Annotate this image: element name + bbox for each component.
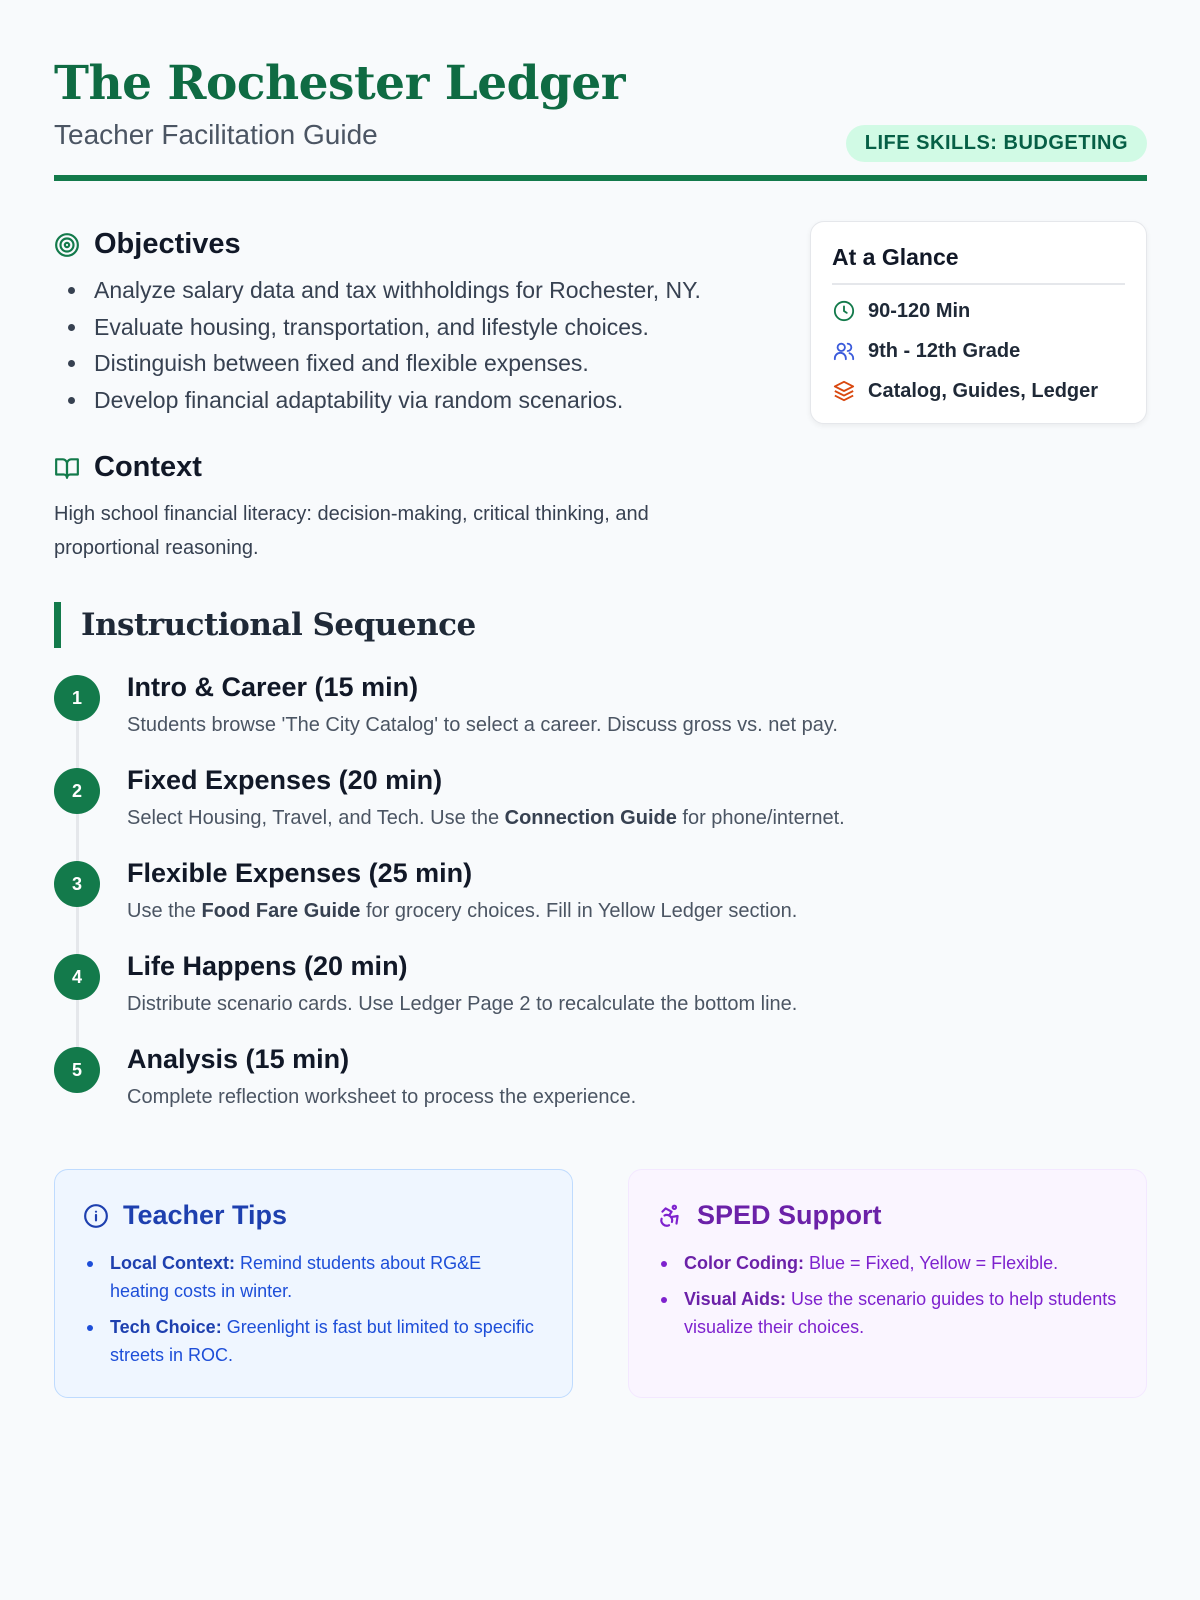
users-icon xyxy=(832,339,856,363)
context-heading-row xyxy=(54,451,202,484)
tip-item: Local Context: Remind students about RG&E heating costs in winter. xyxy=(83,1249,544,1305)
step-number: 3 xyxy=(54,861,100,907)
objective-item: Develop financial adaptability via random scenarios. xyxy=(68,382,788,419)
teacher-tips-heading-row xyxy=(83,1200,544,1231)
step-description: Students browse 'The City Catalog' to select a career. Discuss gross vs. net pay. xyxy=(127,714,838,736)
tip-item: Tech Choice: Greenlight is fast but limited to specific streets in ROC. xyxy=(83,1313,544,1369)
teacher-tips-heading: Teacher Tips xyxy=(123,1200,288,1230)
sequence-heading: Instructional Sequence xyxy=(81,607,476,643)
step-1 xyxy=(54,672,1147,755)
sped-support-card xyxy=(628,1169,1147,1398)
page-subtitle: Teacher Facilitation Guide xyxy=(54,119,378,150)
sped-support-heading: SPED Support xyxy=(697,1200,882,1230)
sequence-heading-row xyxy=(54,602,476,648)
objectives-heading: Objectives xyxy=(94,228,241,260)
info-icon xyxy=(83,1203,109,1229)
sped-support-heading-row xyxy=(657,1200,1118,1231)
resource-name: Connection Guide xyxy=(504,807,677,829)
objectives-heading-row xyxy=(54,228,241,261)
open-book-icon xyxy=(54,455,80,481)
context-text: High school financial literacy: decision-making, critical thinking, and proportional reasoning. xyxy=(54,503,649,559)
step-number: 5 xyxy=(54,1047,100,1093)
objectives-list xyxy=(68,272,788,418)
layers-icon xyxy=(832,379,856,403)
glance-grade-text: 9th - 12th Grade xyxy=(868,339,1021,362)
step-title: Analysis (15 min) xyxy=(127,1044,350,1074)
at-a-glance-heading: At a Glance xyxy=(832,244,1125,285)
glance-materials-text: Catalog, Guides, Ledger xyxy=(868,379,1099,402)
objective-item: Evaluate housing, transportation, and lifestyle choices. xyxy=(68,309,788,346)
step-number: 4 xyxy=(54,954,100,1000)
step-description: Distribute scenario cards. Use Ledger Page 2 to recalculate the bottom line. xyxy=(127,993,798,1015)
at-a-glance-card xyxy=(810,221,1147,424)
target-icon xyxy=(54,232,80,258)
topic-badge: LIFE SKILLS: BUDGETING xyxy=(846,125,1147,162)
teacher-tips-card xyxy=(54,1169,573,1398)
objective-item: Distinguish between fixed and flexible expenses. xyxy=(68,345,788,382)
step-3 xyxy=(54,858,1147,941)
context-heading: Context xyxy=(94,451,202,483)
step-number: 2 xyxy=(54,768,100,814)
sped-support-list xyxy=(657,1249,1118,1341)
step-5 xyxy=(54,1044,1147,1127)
step-title: Intro & Career (15 min) xyxy=(127,672,419,702)
step-description: Select Housing, Travel, and Tech. Use the Connection Guide for phone/internet. xyxy=(127,807,845,829)
glance-duration-text: 90-120 Min xyxy=(868,299,971,322)
glance-duration xyxy=(832,291,1125,331)
page-header xyxy=(54,54,1147,181)
step-title: Life Happens (20 min) xyxy=(127,951,408,981)
sped-item: Visual Aids: Use the scenario guides to help students visualize their choices. xyxy=(657,1285,1118,1341)
step-4 xyxy=(54,951,1147,1034)
step-description: Complete reflection worksheet to process the experience. xyxy=(127,1086,637,1108)
clock-icon xyxy=(832,299,856,323)
step-description: Use the Food Fare Guide for grocery choices. Fill in Yellow Ledger section. xyxy=(127,900,798,922)
step-number: 1 xyxy=(54,675,100,721)
step-2 xyxy=(54,765,1147,848)
sped-item: Color Coding: Blue = Fixed, Yellow = Flexible. xyxy=(657,1249,1118,1277)
resource-name: Food Fare Guide xyxy=(201,900,361,922)
page-title: The Rochester Ledger xyxy=(54,56,626,111)
glance-grade xyxy=(832,331,1125,371)
step-title: Flexible Expenses (25 min) xyxy=(127,858,473,888)
teacher-tips-list xyxy=(83,1249,544,1369)
objective-item: Analyze salary data and tax withholdings for Rochester, NY. xyxy=(68,272,788,309)
glance-materials xyxy=(832,371,1125,411)
accessibility-icon xyxy=(657,1203,683,1229)
step-title: Fixed Expenses (20 min) xyxy=(127,765,443,795)
